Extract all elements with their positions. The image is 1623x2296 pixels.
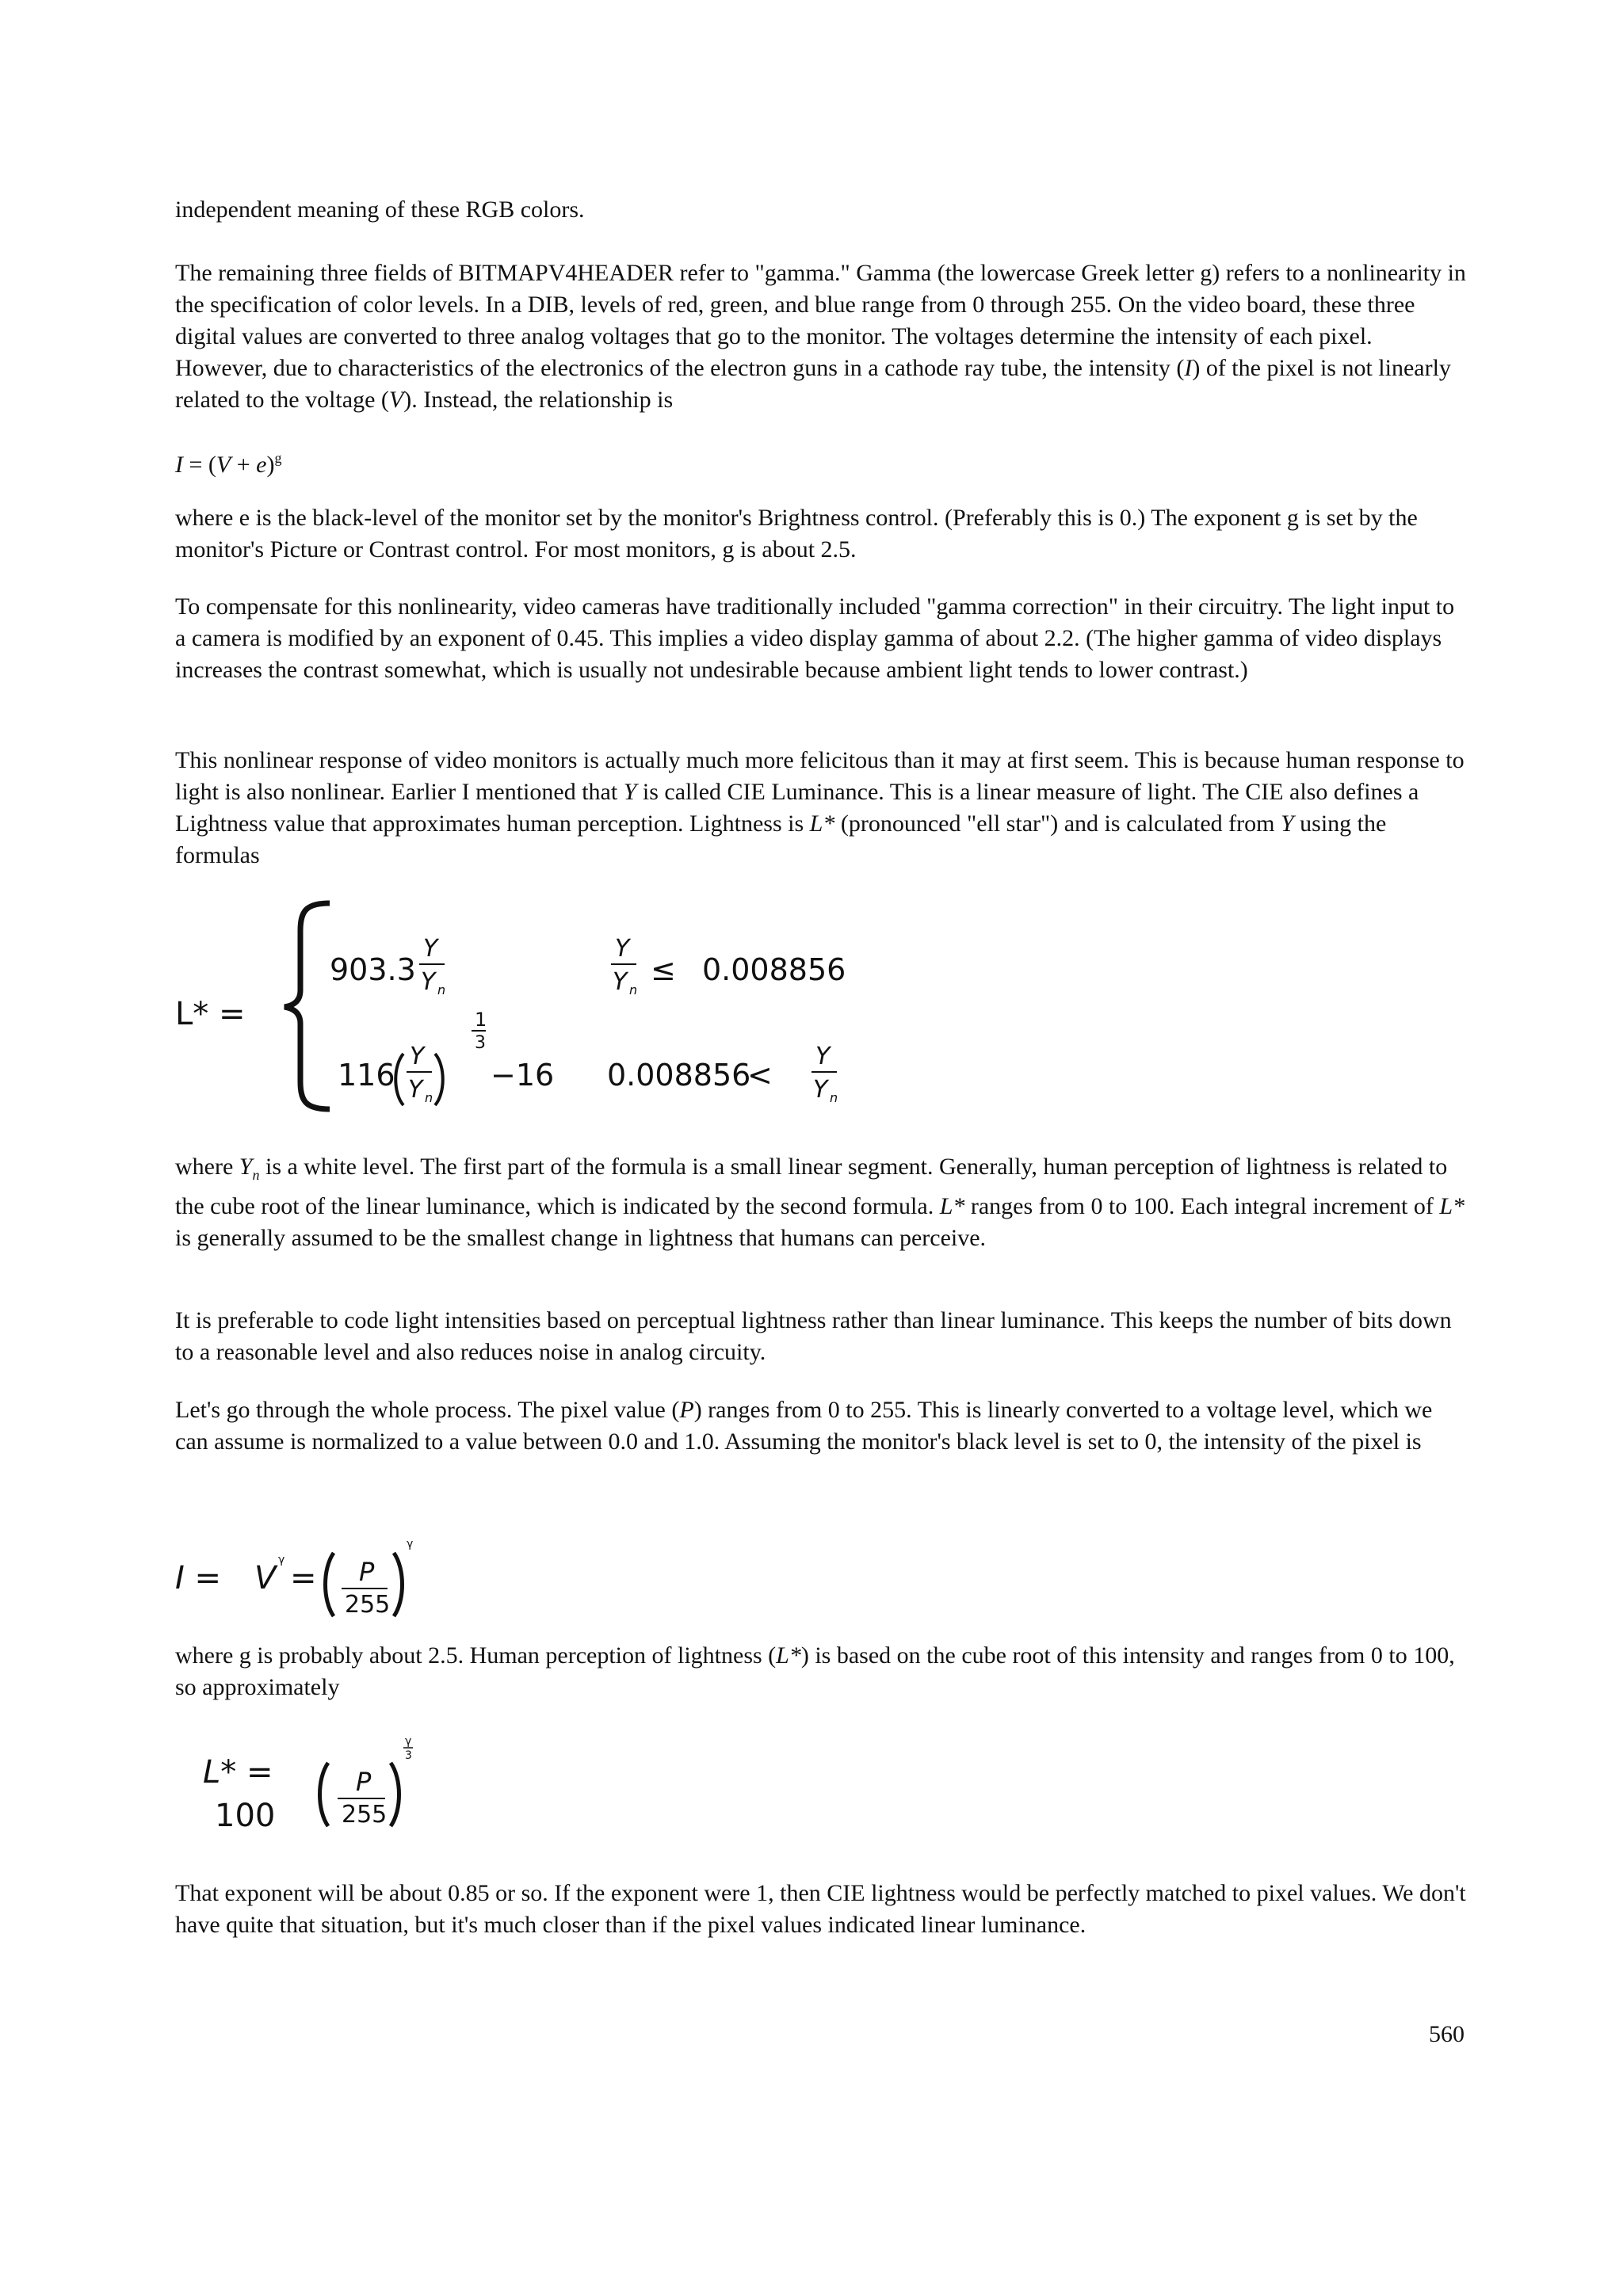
lstar-lhs: L* =	[175, 996, 246, 1032]
svg-text:Y: Y	[815, 1043, 831, 1070]
paragraph-black-level: where e is the black-level of the monitor set by the monitor's Brightness control. (Preferably this is 0.) The exponent g is set by the monitor's Picture or Contrast control. For most monitors, g is about 2.5.	[175, 505, 1418, 563]
svg-text:255: 255	[345, 1591, 391, 1619]
svg-text:γ: γ	[407, 1538, 414, 1550]
svg-text:γ: γ	[278, 1554, 285, 1566]
svg-text:n: n	[437, 982, 446, 997]
gamma-equation: $I = (V + e)^g$	[175, 450, 282, 478]
paragraph-process: Let's go through the whole process. The pixel value (P) ranges from 0 to 255. This is linearly converted to a voltage level, which we can assume is normalized to a value between 0.0 and 1.0. Assuming the monitor's black level is set to 0, the intensity of the pixel is	[175, 1397, 1433, 1455]
paragraph-exponent: That exponent will be about 0.85 or so. If the exponent were 1, then CIE lightness would be perfectly matched to pixel values. We don't have quite that situation, but it's much closer than if the pixel values indicated linear luminance.	[175, 1880, 1466, 1938]
svg-text:Y: Y	[615, 935, 630, 963]
svg-text:n: n	[425, 1090, 433, 1105]
svg-text:3: 3	[405, 1749, 412, 1762]
svg-text:−16: −16	[491, 1058, 555, 1093]
lightness-formula	[175, 1727, 492, 1838]
svg-text:0.008856: 0.008856	[607, 1058, 751, 1093]
svg-text:0.008856: 0.008856	[702, 952, 846, 987]
paragraph-lightness: This nonlinear response of video monitors is actually much more felicitous than it may at first seem. This is because human response to light is also nonlinear. Earlier I mentioned that Y is called CIE Luminance. This is a linear measure of light. The CIE also defines a Lightness value that approximates human perception. Lightness is L* (pronounced "ell star") and is calculated from Y using the formulas	[175, 747, 1465, 868]
svg-text:P: P	[356, 1767, 372, 1797]
svg-text:Y: Y	[423, 935, 438, 963]
paragraph-1: independent meaning of these RGB colors.	[175, 196, 585, 223]
svg-text:1: 1	[475, 1009, 487, 1031]
svg-text:n: n	[629, 982, 638, 997]
paragraph-gamma-correction: To compensate for this nonlinearity, video cameras have traditionally included "gamma correction" in their circuitry. The light input to a camera is modified by an exponent of 0.45. This implies a video display gamma of about 2.2. (The higher gamma of video displays increases the contrast somewhat, which is usually not undesirable because ambient light tends to lower contrast.)	[175, 593, 1455, 683]
paragraph-perceptual: It is preferable to code light intensities based on perceptual lightness rather than linear luminance. This keeps the number of bits down to a reasonable level and also reduces noise in analog circuity.	[175, 1307, 1452, 1365]
svg-text:I =: I =	[175, 1560, 222, 1596]
paragraph-cube-root: where g is probably about 2.5. Human perception of lightness (L*) is based on the cube root of this intensity and ranges from 0 to 100, so approximately	[175, 1642, 1455, 1700]
svg-text:903.3: 903.3	[330, 952, 416, 987]
svg-text:V: V	[254, 1560, 277, 1596]
svg-text:Y: Y	[408, 1076, 423, 1104]
svg-text:116: 116	[338, 1058, 395, 1093]
svg-text:Y: Y	[421, 968, 436, 996]
paragraph-gamma-intro: The remaining three fields of BITMAPV4HEADER refer to "gamma." Gamma (the lowercase Greek letter g) refers to a nonlinearity in the specification of color levels. In a DIB, levels of red, green, and blue range from 0 through 255. On the video board, these three digital values are converted to three analog voltages that go to the monitor. The voltages determine the intensity of each pixel. However, due to characteristics of the electronics of the electron guns in a cathode ray tube, the intensity (I) of the pixel is not linearly related to the voltage (V). Instead, the relationship is	[175, 260, 1466, 413]
svg-text:L* =: L* =	[203, 1754, 273, 1791]
left-brace	[285, 903, 330, 1109]
lstar-formula	[175, 891, 888, 1121]
svg-text:P: P	[359, 1557, 375, 1587]
svg-text:n: n	[830, 1090, 838, 1105]
intensity-formula	[175, 1525, 492, 1620]
svg-text:255: 255	[342, 1801, 388, 1829]
svg-text:=: =	[290, 1560, 317, 1596]
svg-text:Y: Y	[813, 1076, 828, 1104]
svg-text:γ: γ	[405, 1735, 412, 1748]
paragraph-white-level: where $Y_n$ is a white level. The first part of the formula is a small linear segment. Generally, human perception of lightness is related to the cube root of the linear luminance, which is indicated by the second formula. L* ranges from 0 to 100. Each integral increment of L* is generally assumed to be the smallest change in lightness that humans can perceive.	[175, 1154, 1465, 1251]
svg-text:Y: Y	[613, 968, 628, 996]
svg-text:≤: ≤	[651, 952, 676, 987]
svg-text:3: 3	[475, 1033, 486, 1053]
svg-text:100: 100	[215, 1798, 276, 1834]
svg-text:Y: Y	[410, 1043, 425, 1070]
svg-text:<: <	[747, 1058, 773, 1093]
page-number: 560	[1429, 2021, 1465, 2047]
